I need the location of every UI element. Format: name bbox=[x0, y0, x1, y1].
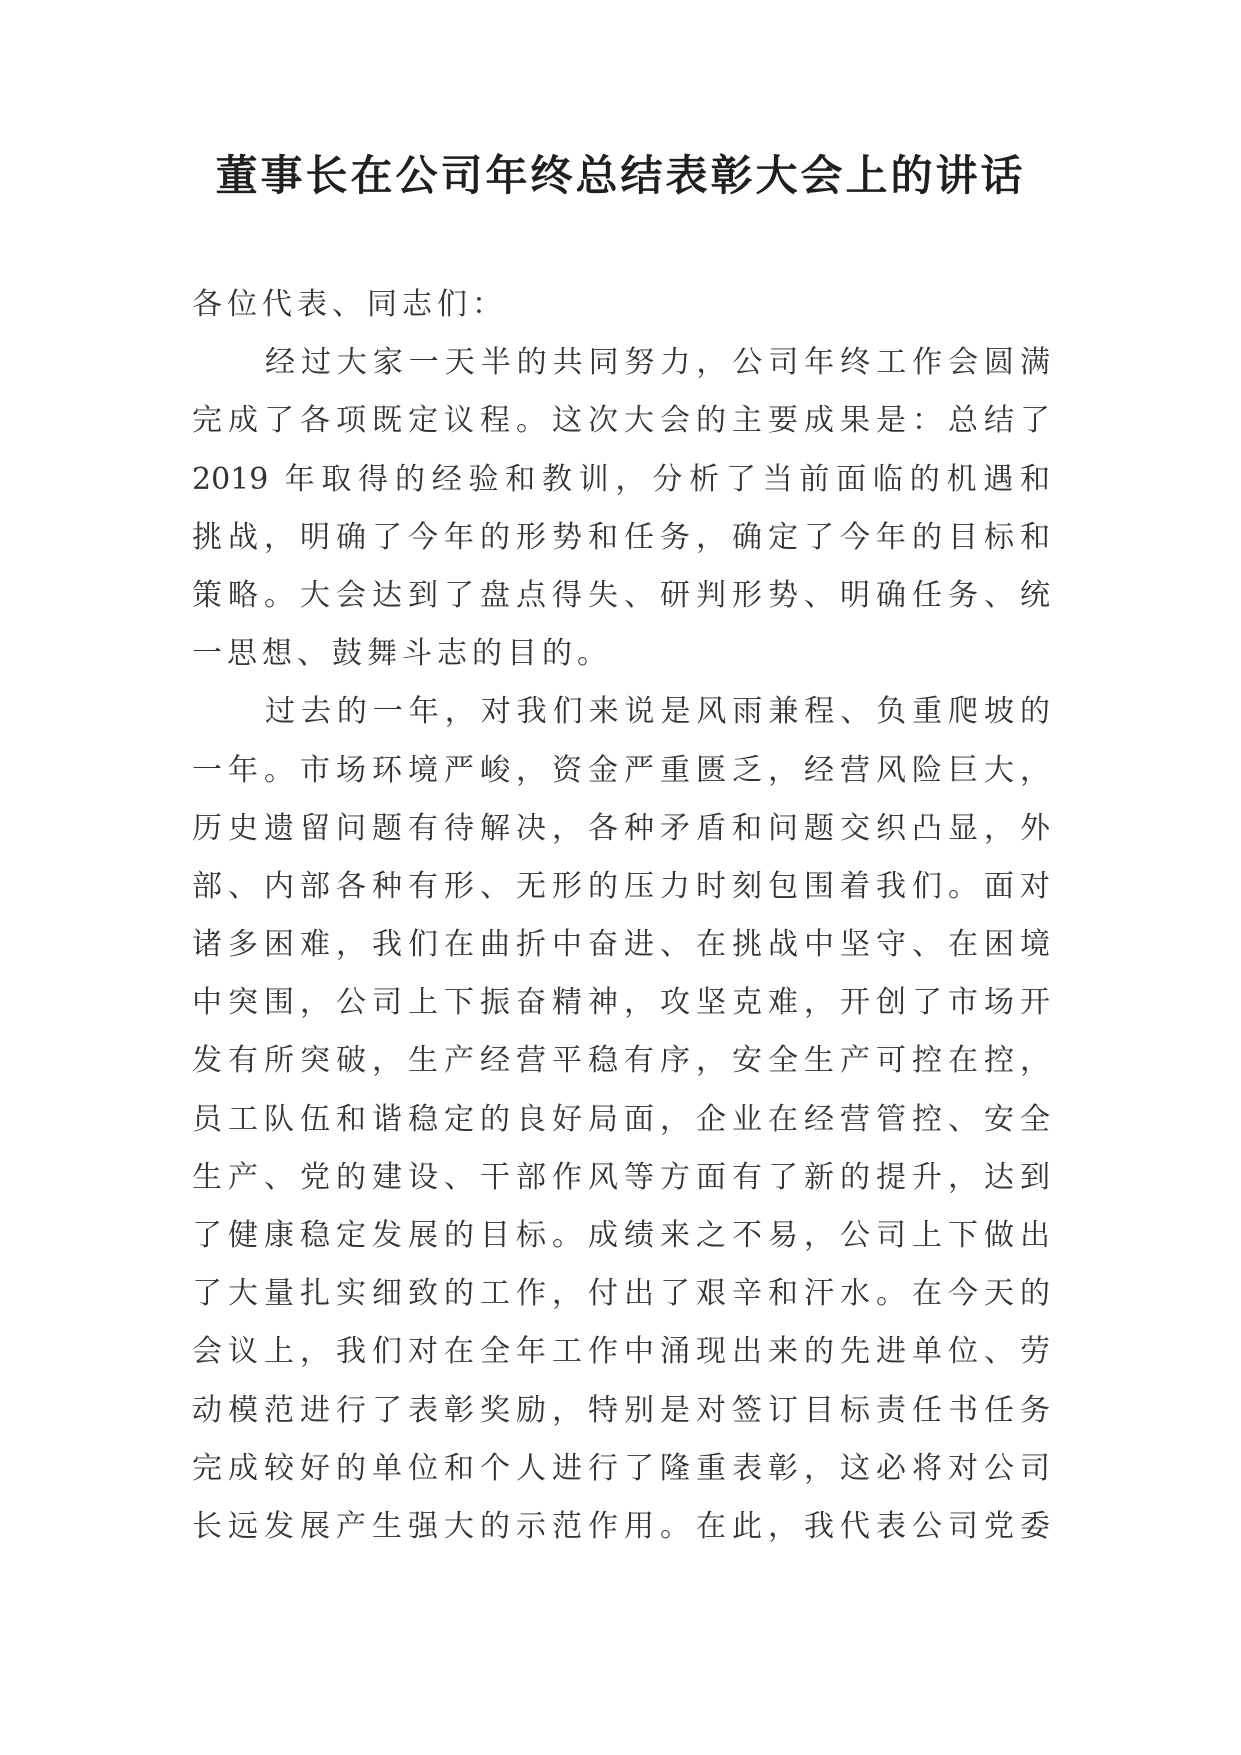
text-line: 发有所突破，生产经营平稳有序，安全生产可控在控， bbox=[192, 1043, 1050, 1079]
text-line: 完成较好的单位和个人进行了隆重表彰，这必将对公司 bbox=[192, 1450, 1050, 1486]
text-line: 历史遗留问题有待解决，各种矛盾和问题交织凸显，外 bbox=[192, 810, 1050, 846]
text-line: 部、内部各种有形、无形的压力时刻包围着我们。面对 bbox=[192, 868, 1050, 904]
document-title: 董事长在公司年终总结表彰大会上的讲话 bbox=[215, 151, 1026, 200]
text-line: 生产、党的建设、干部作风等方面有了新的提升，达到 bbox=[192, 1159, 1050, 1195]
text-line: 过去的一年，对我们来说是风雨兼程、负重爬坡的 bbox=[265, 694, 1050, 730]
text-line: 2019 年取得的经验和教训，分析了当前面临的机遇和 bbox=[192, 461, 1050, 497]
text-line: 动模范进行了表彰奖励，特别是对签订目标责任书任务 bbox=[192, 1392, 1050, 1428]
text-line: 长远发展产生强大的示范作用。在此，我代表公司党委 bbox=[192, 1508, 1050, 1544]
text-line: 了健康稳定发展的目标。成绩来之不易，公司上下做出 bbox=[192, 1218, 1050, 1253]
text-line: 员工队伍和谐稳定的良好局面，企业在经营管控、安全 bbox=[192, 1101, 1050, 1137]
text-line: 策略。大会达到了盘点得失、研判形势、明确任务、统 bbox=[192, 577, 1050, 613]
text-line: 一年。市场环境严峻，资金严重匮乏，经营风险巨大， bbox=[192, 752, 1050, 788]
text-line: 一思想、鼓舞斗志的目的。 bbox=[192, 636, 612, 672]
text-line: 挑战，明确了今年的形势和任务，确定了今年的目标和 bbox=[192, 519, 1050, 555]
text-line: 了大量扎实细致的工作，付出了艰辛和汗水。在今天的 bbox=[192, 1276, 1050, 1312]
text-line: 诸多困难，我们在曲折中奋进、在挑战中坚守、在困境 bbox=[192, 927, 1050, 963]
text-line: 完成了各项既定议程。这次大会的主要成果是：总结了 bbox=[192, 403, 1050, 439]
text-line: 会议上，我们对在全年工作中涌现出来的先进单位、劳 bbox=[192, 1334, 1050, 1370]
speech-body bbox=[192, 276, 1050, 1556]
text-line: 经过大家一天半的共同努力，公司年终工作会圆满 bbox=[265, 345, 1050, 381]
salutation-line: 各位代表、同志们： bbox=[192, 287, 507, 322]
text-line: 中突围，公司上下振奋精神，攻坚克难，开创了市场开 bbox=[192, 985, 1050, 1021]
